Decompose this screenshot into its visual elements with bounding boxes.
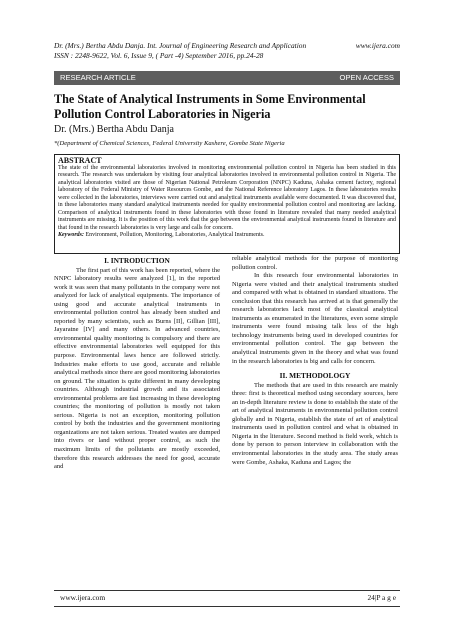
methodology-paragraph: The methods that are used in this research are mainly three: first is theoretical method using secondary sources, here an in-depth literature review is done to establish the state of the art of analytical instruments in environmental pollution control globally and in Nigeria, establish the state of art of analytical instruments used in pollution control and what is obtained in Nigeria in the literature. Second method is field work, which is done by person to person interview in collaboration with the environmental laboratories in the study area. The study areas were Gombe, Ashaka, Kaduna and Lagos; the <box>232 381 398 466</box>
continued-paragraph: reliable analytical methods for the purpose of monitoring pollution control. <box>232 255 398 271</box>
journal-url[interactable]: www.ijera.com <box>355 41 400 50</box>
citation-line-2: ISSN : 2248-9622, Vol. 6, Issue 9, ( Part -4) September 2016, pp.24-28 <box>54 50 264 60</box>
author-name: Dr. (Mrs.) Bertha Abdu Danja <box>54 124 174 135</box>
footer-url[interactable]: www.ijera.com <box>60 593 106 602</box>
keywords-text: Environment, Pollution, Monitoring, Laboratories, Analytical Instruments. <box>84 232 265 239</box>
abstract-heading: ABSTRACT <box>58 156 102 165</box>
left-column <box>54 255 220 472</box>
keywords-line <box>58 232 396 239</box>
abstract-text: The state of the environmental laboratories involved in monitoring environmental pollution control in Nigeria has been studied in this research. The research was undertaken by visiting four analytical laboratories involved in environmental pollution control in Nigeria. The analytical laboratories visited are those of Nigerian National Petroleum Corporation (NNPC) Kaduna, Ashaka cement factory, regional laboratory of the Federal Ministry of Water Resources Gombe, and the National Reference laboratory Lagos. In these laboratories results were collected in the laboratories, interviews were carried out and analytical instruments available were documented. It was discovered that, in these laboratories many standard analytical instruments needed for quality environmental pollution control and monitoring are lacking. Comparison of analytical instruments found in these laboratories with those found in literature revealed that many needed analytical instruments are missing. It is the position of this work that the gap between the environmental analytical instruments found in literature and that found in the research laboratories is very large and calls for concern. <box>58 165 396 231</box>
introduction-paragraph: The first part of this work has been reported, where the NNPC laboratory results were analyzed [1], in the reported work it was seen that many pollutants in the company were not analyzed for lack of analytical equipments. The importance of using good and accurate analytical instruments in environmental pollution control has already been studied and reported by many scientists, such as Burns [II], Gillian [III], Jayaratne [IV] and many others. In advanced countries, environmental quality monitoring is compulsory and there are effective environmental laboratories well equipped for this purpose. Environmental laws hence are followed strictly. Industries make efforts to use good, accurate and reliable analytical methods since there are good monitoring laboratories on ground. The situation is quite different in many developing countries. Although industrial growth and its associated environmental problems are fast increasing in these developing countries; the monitoring of pollution is mostly not taken serious. Nigeria is not an exception, monitoring pollution control by both the industries and the government monitoring organizations are not taken serious. Treated wastes are dumped into rivers or land without proper control, as such the maximum limits of the pollutants are mostly exceeded, therefore this research addresses the need for good, accurate and <box>54 266 220 471</box>
right-column <box>232 255 398 467</box>
running-header <box>54 41 400 60</box>
author-affiliation: *(Department of Chemical Sciences, Federal University Kashere, Gombe State Nigeria <box>54 140 285 147</box>
page-number: 24|P a g e <box>367 593 396 602</box>
introduction-heading: I. INTRODUCTION <box>104 256 170 265</box>
research-article-label: RESEARCH ARTICLE <box>60 73 136 82</box>
citation-line-1: Dr. (Mrs.) Bertha Abdu Danja. Int. Journal of Engineering Research and Application <box>54 41 307 50</box>
page-footer <box>54 590 400 607</box>
abstract-box <box>54 154 400 254</box>
keywords-label: Keywords: <box>58 232 84 239</box>
introduction-paragraph-2: In this research four environmental laboratories in Nigeria were visited and their analytical instruments studied and compared with what is obtained in standard situations. The conclusion that this research has arrived at is that generally the research laboratories lack most of the classical analytical instruments as enumerated in the literatures, even some simple instruments were found missing talk less of the high technology instruments being used in developed countries for environmental pollution control. The gap between the analytical instruments given in the theory and what was found in the research laboratories is big and calls for concern. <box>232 272 398 365</box>
methodology-heading: II. METHODOLOGY <box>279 371 351 381</box>
article-banner <box>54 71 400 85</box>
paper-title: The State of Analytical Instruments in Some Environmental Pollution Control Laboratories in Nigeria <box>54 92 366 121</box>
open-access-label: OPEN ACCESS <box>339 73 394 82</box>
